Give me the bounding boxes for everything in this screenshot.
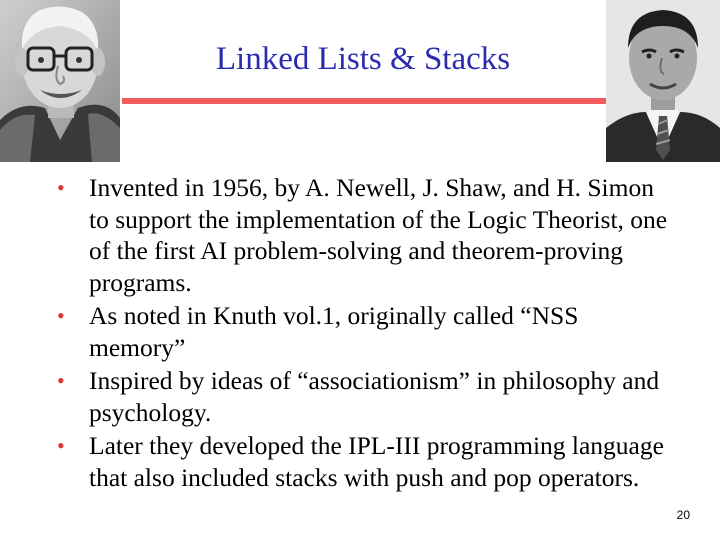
portrait-photo-left bbox=[0, 0, 120, 162]
title-underline bbox=[122, 98, 606, 104]
bullet-text: Invented in 1956, by A. Newell, J. Shaw, and H. Simon to support the implementation of the Logic Theorist, one of the first AI problem-solving and theorem-proving programs. bbox=[89, 173, 668, 297]
bullet-text: Inspired by ideas of “associationism” in philosophy and psychology. bbox=[89, 366, 660, 427]
bullet-dot-icon: • bbox=[57, 175, 65, 200]
bullet-text: Later they developed the IPL-III programming language that also included stacks with push and pop operators. bbox=[89, 431, 664, 492]
bullet-dot-icon: • bbox=[57, 303, 65, 328]
bullet-text: As noted in Knuth vol.1, originally called “NSS memory” bbox=[89, 301, 579, 362]
bullet-item bbox=[55, 365, 675, 428]
bullet-item bbox=[55, 172, 675, 298]
bullet-dot-icon: • bbox=[57, 368, 65, 393]
bullet-list bbox=[55, 172, 675, 495]
slide-title: Linked Lists & Stacks bbox=[215, 41, 511, 77]
bullet-item bbox=[55, 430, 675, 493]
portrait-photo-right bbox=[606, 0, 720, 162]
page-number: 20 bbox=[676, 508, 690, 522]
bullet-dot-icon: • bbox=[57, 433, 65, 458]
bullet-item bbox=[55, 300, 675, 363]
